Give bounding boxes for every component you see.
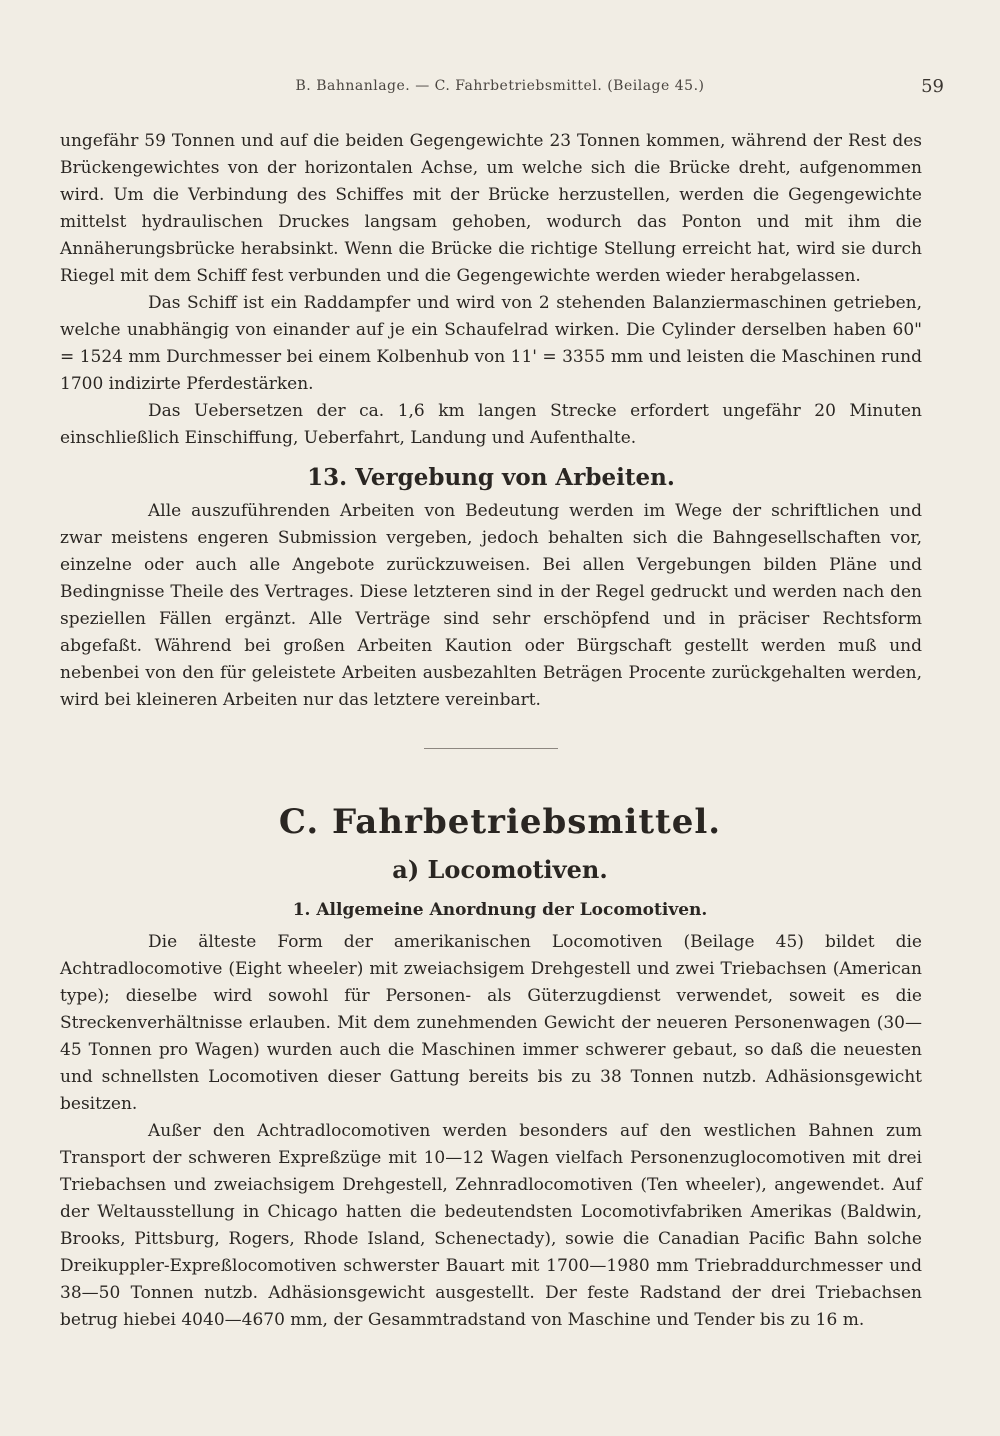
page-number: 59: [921, 76, 944, 97]
locomotives-subtitle: a) Locomotiven.: [392, 855, 608, 884]
part-c-title: C. Fahrbetriebsmittel.: [278, 802, 722, 842]
page-header: [60, 76, 944, 102]
paragraph-contract-awarding: Alle auszuführenden Arbeiten von Bedeutung werden im Wege der schriftlichen und zwar meistens engeren Submission vergeben, jedoch behalten sich die Bahngesellschaften vor, einzelne oder auch alle Angebote zurückzuweisen. Bei allen Vergebungen bilden Pläne und Bedingnisse Theile des Vertrages. Diese letzteren sind in der Regel gedruckt und werden nach den speziellen Fällen ergänzt. Alle Verträge sind sehr erschöpfend und in präciser Rechtsform abgefaßt. Während bei großen Arbeiten Kaution oder Bürgschaft gestellt werden muß und nebenbei von den für geleistete Arbeiten ausbezahlten Beträgen Procente zurückgehalten werden, wird bei kleineren Arbeiten nur das letztere vereinbart.: [60, 501, 922, 710]
paragraph-paddle-steamer: Das Schiff ist ein Raddampfer und wird von 2 stehenden Balanziermaschinen getrieben, welche unabhängig von einander auf je ein Schaufelrad wirken. Die Cylinder derselben haben 60" = 1524 mm Durchmesser bei einem Kolbenhub von 11' = 3355 mm und leisten die Maschinen rund 1700 indizirte Pferdestärken.: [60, 293, 922, 394]
paragraph-ten-wheeler: Außer den Achtradlocomotiven werden besonders auf den westlichen Bahnen zum Transport der schweren Expreßzüge mit 10—12 Wagen vielfach Personenzuglocomotiven mit drei Triebachsen und zweiachsigem Drehgestell, Zehnradlocomotiven (Ten wheeler), angewendet. Auf der Weltausstellung in Chicago hatten die bedeutendsten Locomotivfabriken Amerikas (Baldwin, Brooks, Pittsburg, Rogers, Rhode Island, Schenectady), sowie die Canadian Pacific Bahn solche Dreikuppler-Expreßlocomotiven schwerster Bauart mit 1700—1980 mm Triebraddurchmesser und 38—50 Tonnen nutzb. Adhäsionsgewicht ausgestellt. Der feste Radstand der drei Triebachsen betrug hiebei 4040—4670 mm, der Gesammtradstand von Maschine und Tender bis zu 16 m.: [60, 1121, 922, 1330]
section-13-heading: 13. Vergebung von Arbeiten.: [307, 464, 675, 491]
section-b-continuation: [60, 128, 922, 452]
paragraph-crossing-time: Das Uebersetzen der ca. 1,6 km langen Strecke erfordert ungefähr 20 Minuten einschließlich Einschiffung, Ueberfahrt, Landung und Aufenthalte.: [60, 401, 922, 448]
paragraph-eight-wheeler: Die älteste Form der amerikanischen Locomotiven (Beilage 45) bildet die Achtradlocomotive (Eight wheeler) mit zweiachsigem Drehgestell und zwei Triebachsen (American type); dieselbe wird sowohl für Personen- als Güterzugdienst verwendet, soweit es die Streckenverhältnisse erlauben. Mit dem zunehmenden Gewicht der neueren Personenwagen (30—45 Tonnen pro Wagen) wurden auch die Maschinen immer schwerer gebaut, so daß die neuesten und schnellsten Locomotiven dieser Gattung bereits bis zu 38 Tonnen nutzb. Adhäsionsgewicht besitzen.: [60, 932, 922, 1114]
running-head: B. Bahnanlage. — C. Fahrbetriebsmittel. (Beilage 45.): [295, 78, 705, 94]
paragraph-bridge-counterweights: ungefähr 59 Tonnen und auf die beiden Gegengewichte 23 Tonnen kommen, während der Rest des Brückengewichtes von der horizontalen Achse, um welche sich die Brücke dreht, aufgenommen wird. Um die Verbindung des Schiffes mit der Brücke herzustellen, werden die Gegengewichte mittelst hydraulischen Druckes langsam gehoben, wodurch das Ponton und mit ihm die Annäherungsbrücke herabsinkt. Wenn die Brücke die richtige Stellung erreicht hat, wird sie durch Riegel mit dem Schiff fest verbunden und die Gegengewichte werden wieder herabgelassen.: [60, 131, 922, 286]
section-c-body: [60, 929, 922, 1334]
section-divider: [424, 748, 558, 749]
general-arrangement-heading: 1. Allgemeine Anordnung der Locomotiven.: [292, 900, 708, 920]
section-13: [60, 461, 922, 714]
